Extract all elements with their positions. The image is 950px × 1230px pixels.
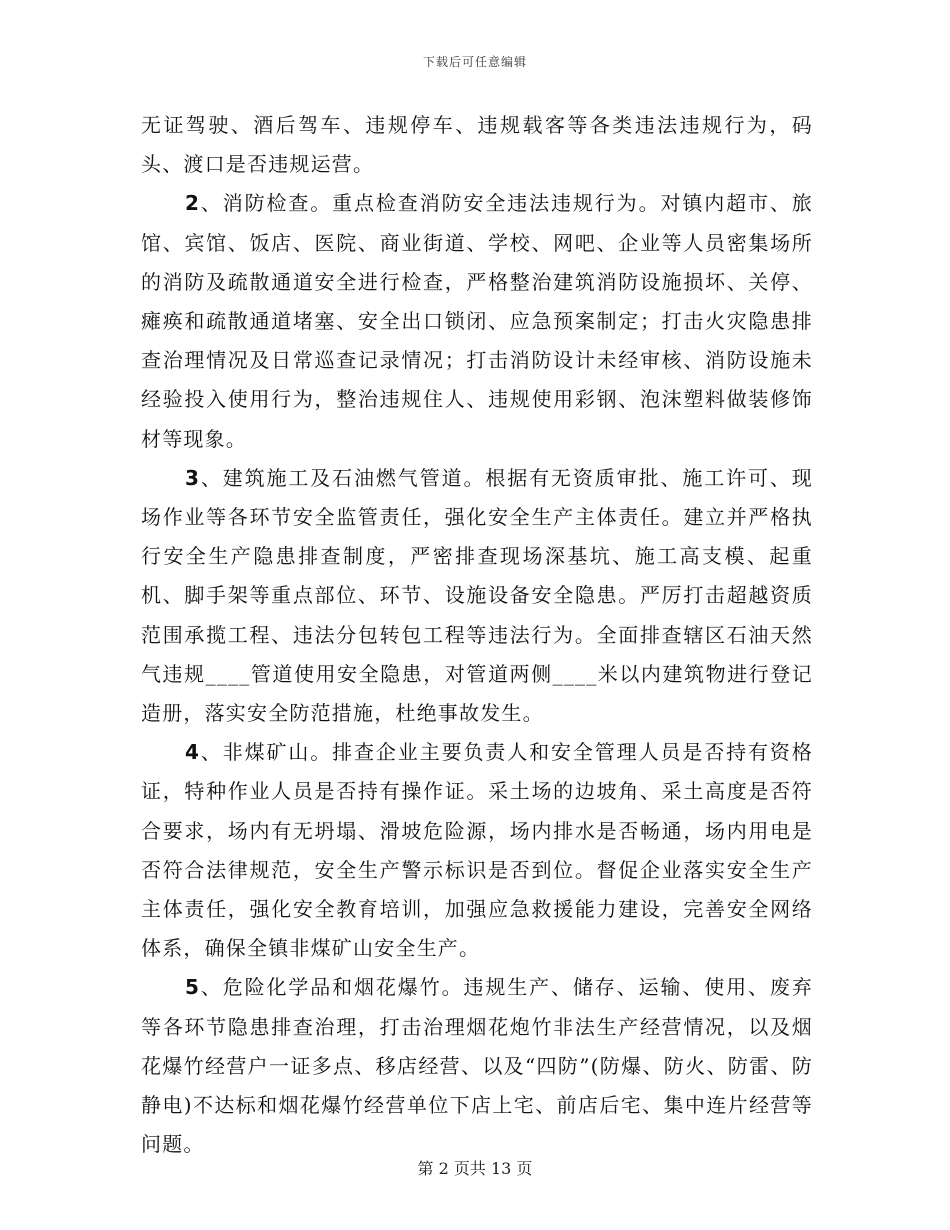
- section-number: 2: [185, 191, 201, 216]
- section-number: 5: [185, 975, 201, 1000]
- page-header: 下载后可任意编辑: [422, 55, 527, 69]
- section-number: 4: [185, 740, 201, 765]
- paragraph-construction-pipeline: [141, 459, 813, 733]
- paragraph-fire-inspection: [141, 184, 813, 458]
- paragraph-text: 无证驾驶、酒后驾车、违规停车、违规载客等各类违法违规行为，码头、渡口是否违规运营。: [141, 113, 813, 177]
- page-number: 第 2 页共 13 页: [417, 1159, 533, 1178]
- paragraph-non-coal-mines: [141, 733, 813, 968]
- section-number: 3: [185, 465, 201, 490]
- paragraph-continuation: [141, 106, 813, 184]
- document-body: [141, 106, 813, 1164]
- paragraph-hazardous-chemicals: [141, 968, 813, 1164]
- paragraph-text: 、建筑施工及石油燃气管道。根据有无资质审批、施工许可、现场作业等各环节安全监管责任，强化安全生产主体责任。建立并严格执行安全生产隐患排查制度，严密排查现场深基坑、施工高支模、起重机、脚手架等重点部位、环节、设施设备安全隐患。严厉打击超越资质范围承揽工程、违法分包转包工程等违法行为。全面排查辖区石油天然气违规____管道使用安全隐患，对管道两侧____米以内建筑物进行登记造册，落实安全防范措施，杜绝事故发生。: [141, 465, 813, 726]
- paragraph-text: 、非煤矿山。排查企业主要负责人和安全管理人员是否持有资格证，特种作业人员是否持有操作证。采土场的边坡角、采土高度是否符合要求，场内有无坍塌、滑坡危险源，场内排水是否畅通，场内用电是否符合法律规范，安全生产警示标识是否到位。督促企业落实安全生产主体责任，强化安全教育培训，加强应急救援能力建设，完善安全网络体系，确保全镇非煤矿山安全生产。: [141, 740, 813, 961]
- paragraph-text: 、消防检查。重点检查消防安全违法违规行为。对镇内超市、旅馆、宾馆、饭店、医院、商业街道、学校、网吧、企业等人员密集场所的消防及疏散通道安全进行检查，严格整治建筑消防设施损坏、关停、瘫痪和疏散通道堵塞、安全出口锁闭、应急预案制定；打击火灾隐患排查治理情况及日常巡查记录情况；打击消防设计未经审核、消防设施未经验投入使用行为，整治违规住人、违规使用彩钢、泡沫塑料做装修饰材等现象。: [141, 191, 813, 451]
- paragraph-text: 、危险化学品和烟花爆竹。违规生产、储存、运输、使用、废弃等各环节隐患排查治理，打击治理烟花炮竹非法生产经营情况，以及烟花爆竹经营户一证多点、移店经营、以及“四防”(防爆、防火、防雷、防静电)不达标和烟花爆竹经营单位下店上宅、前店后宅、集中连片经营等问题。: [141, 975, 813, 1157]
